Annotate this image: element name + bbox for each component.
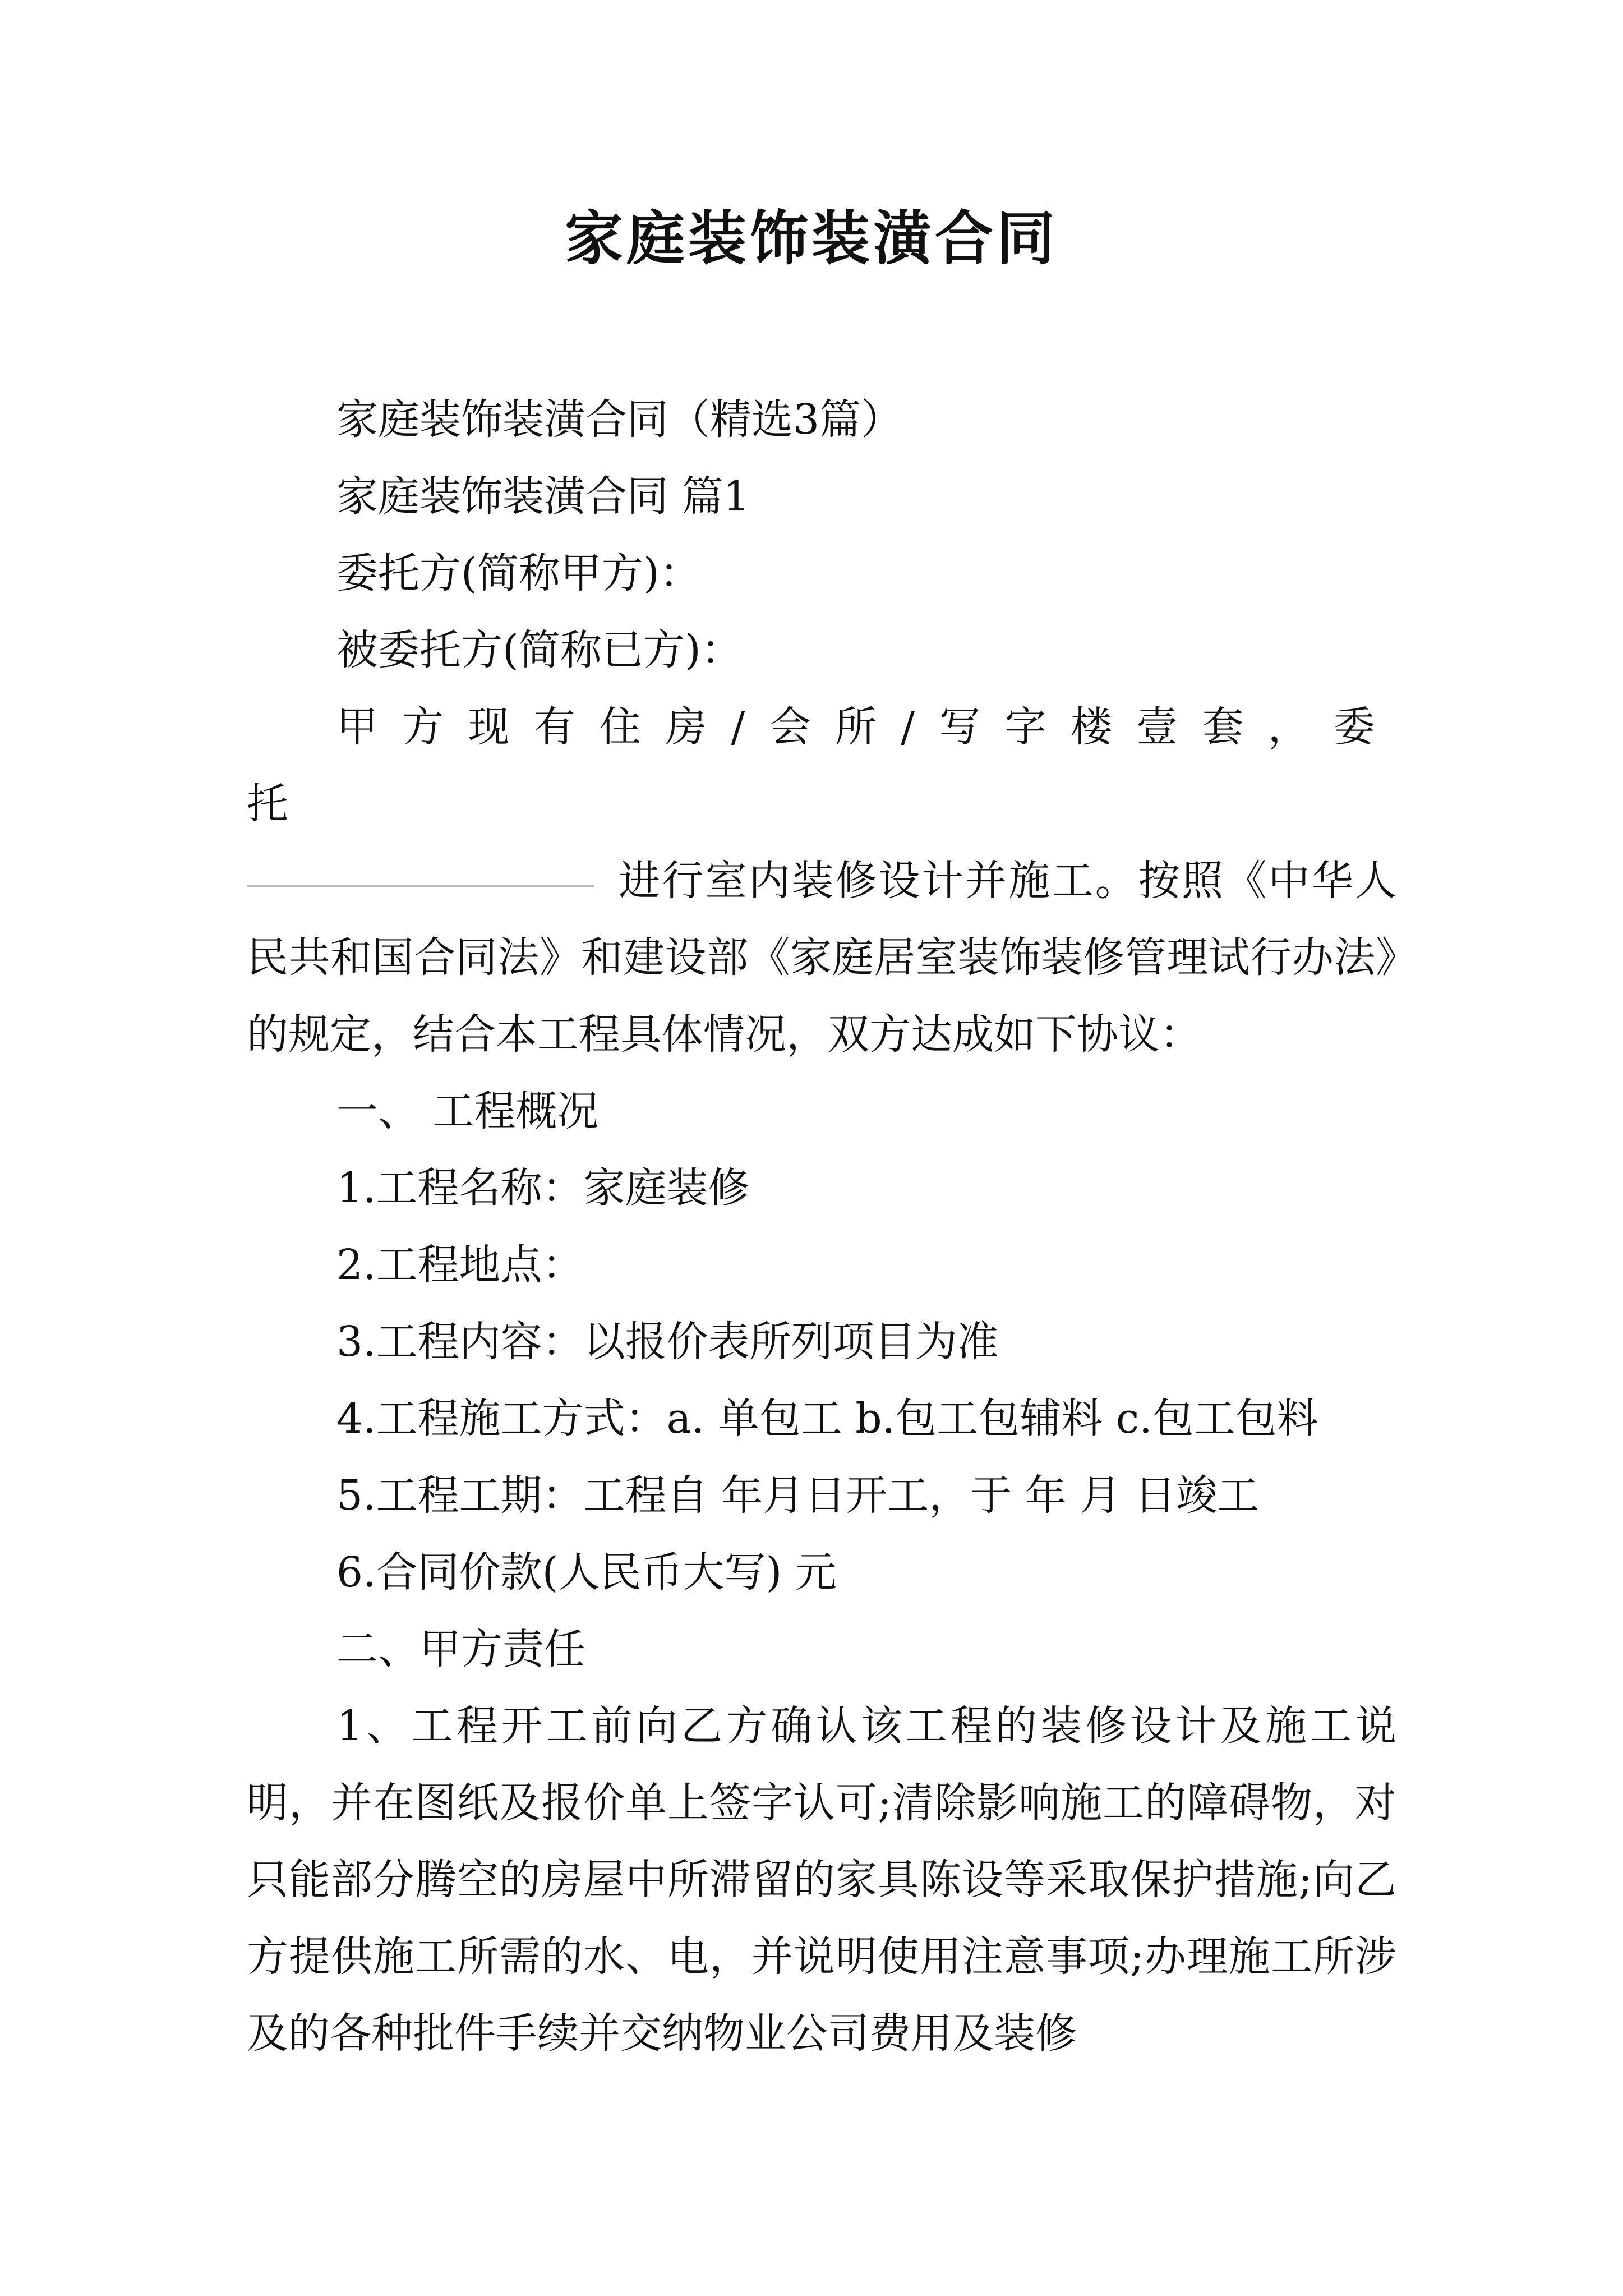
intro-paragraph — [247, 843, 1396, 1073]
item-construction-method: 4.工程施工方式：a. 单包工 b.包工包辅料 c.包工包料 — [336, 1395, 1318, 1443]
document-title: 家庭装饰装潢合同 — [564, 204, 1058, 273]
heading-project-overview: 一、 工程概况 — [336, 1087, 599, 1135]
document-body — [247, 381, 1396, 2072]
contractor-line: 被委托方(简称已方)： — [336, 626, 743, 674]
blank-underline — [247, 885, 594, 887]
item-contract-price: 6.合同价款(人民币大写) 元 — [336, 1548, 837, 1596]
client-line: 委托方(简称甲方)： — [336, 549, 701, 597]
section-title: 家庭装饰装潢合同 篇1 — [336, 472, 750, 521]
item-construction-period: 5.工程工期：工程自 年月日开工，于 年 月 日竣工 — [336, 1471, 1259, 1520]
item-project-name: 1.工程名称：家庭装修 — [336, 1164, 750, 1212]
item-project-content: 3.工程内容：以报价表所列项目为准 — [336, 1318, 999, 1366]
heading-party-a-duties: 二、甲方责任 — [336, 1625, 585, 1673]
clause-1: 1、工程开工前向乙方确认该工程的装修设计及施工说明，并在图纸及报价单上签字认可;清除影响施工的障碍物，对只能部分腾空的房屋中所滞留的家具陈设等采取保护措施;向乙方提供施工所需的水、电，并说明使用注意事项;办理施工所涉及的各种批件手续并交纳物业公司费用及装修 — [247, 1702, 1396, 2058]
subtitle: 家庭装饰装潢合同（精选3篇） — [336, 395, 903, 444]
intro-first-line: 甲方现有住房/会所/写字楼壹套，委托 — [247, 703, 1396, 828]
item-project-location: 2.工程地点： — [336, 1241, 584, 1289]
intro-text: 进行室内装修设计并施工。按照《中华人民共和国合同法》和建设部《家庭居室装饰装修管理试行办法》的规定，结合本工程具体情况，双方达成如下协议： — [247, 857, 1396, 1059]
